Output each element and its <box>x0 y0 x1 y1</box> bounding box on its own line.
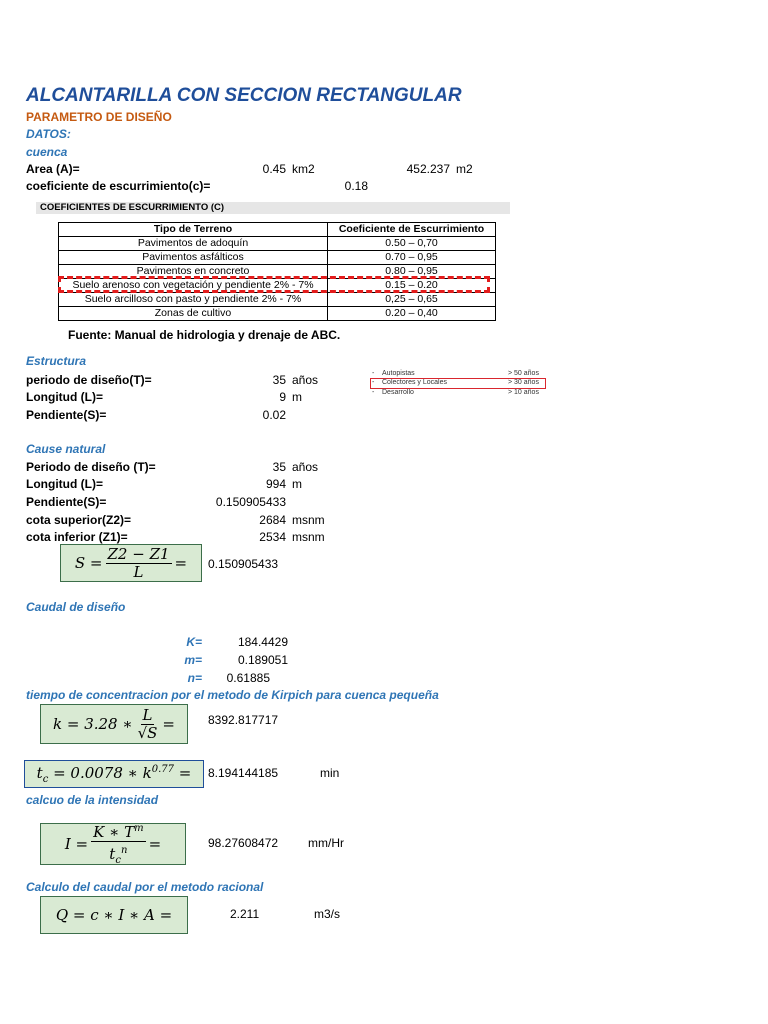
coef-table <box>58 222 496 321</box>
selected-row-highlight <box>58 276 490 293</box>
n-label: n= <box>187 671 202 685</box>
estructura-longitud-label: Longitud (L)= <box>26 390 103 404</box>
cota-inferior-unit: msnm <box>292 530 325 544</box>
estructura-periodo-value: 35 <box>272 373 286 387</box>
cota-superior-unit: msnm <box>292 513 325 527</box>
coef-header-terreno: Tipo de Terreno <box>59 223 328 237</box>
table-row <box>59 251 496 265</box>
table-row <box>59 293 496 307</box>
cota-superior-label: cota superior(Z2)= <box>26 513 132 527</box>
cuenca-heading: cuenca <box>26 145 68 159</box>
estructura-periodo-label: periodo de diseño(T)= <box>26 373 152 387</box>
param-heading: PARAMETRO DE DISEÑO <box>26 110 172 124</box>
terreno-cell: Suelo arenoso con vegetación y pendiente 2% - 7% <box>59 279 328 293</box>
legend-name: Colectores y Locales <box>382 379 447 386</box>
estructura-heading: Estructura <box>26 354 87 368</box>
coef-cell: 0.50 – 0,70 <box>328 237 496 251</box>
cauce-periodo-value: 35 <box>272 460 286 474</box>
coef-cell: 0.15 – 0.20 <box>328 279 496 293</box>
coef-cell: 0.80 – 0,95 <box>328 265 496 279</box>
coef-title-bar <box>36 202 510 214</box>
legend-value: > 10 años <box>508 389 539 396</box>
n-value: 0.61885 <box>226 671 270 685</box>
intensidad-heading: calcuo de la intensidad <box>26 793 159 807</box>
legend-dash: - <box>372 389 375 396</box>
legend-value: > 50 años <box>508 370 539 377</box>
m-value: 0.189051 <box>237 653 288 667</box>
area-m2-value: 452.237 <box>406 162 450 176</box>
area-m2-unit: m2 <box>456 162 473 176</box>
coef-table-header-row <box>59 223 496 237</box>
source-note: Fuente: Manual de hidrologia y drenaje de ABC. <box>68 328 341 342</box>
tc-formula: $t_c = 0.0078$ ∗ $k^{0.77}$ = <box>24 760 204 788</box>
cota-superior-value: 2684 <box>259 513 286 527</box>
estructura-periodo-unit: años <box>292 373 319 387</box>
slope-formula: S = $\frac{Z2 - Z1}{L}$ = <box>60 544 202 582</box>
datos-heading: DATOS: <box>26 127 71 141</box>
legend-name: Desarrollo <box>382 389 414 396</box>
caudal-heading: Caudal de diseño <box>26 600 126 614</box>
cauce-longitud-label: Longitud (L)= <box>26 477 103 491</box>
cota-inferior-value: 2534 <box>259 530 286 544</box>
cauce-periodo-label: Periodo de diseño (T)= <box>26 460 156 474</box>
legend-dash: - <box>372 370 375 377</box>
racional-heading: Calculo del caudal por el metodo racional <box>26 880 264 894</box>
coef-value: 0.18 <box>344 179 368 193</box>
rational-formula: Q = c ∗ I ∗ A = <box>40 896 188 934</box>
legend-value: > 30 años <box>508 379 539 386</box>
kirpich-k-formula: k = 3.28 ∗ $\frac{L}{√S}$ = <box>40 704 188 744</box>
kirpich-heading: tiempo de concentracion por el metodo de Kirpich para cuenca pequeña <box>26 688 439 702</box>
coef-cell: 0.20 – 0,40 <box>328 307 496 321</box>
cota-inferior-label: cota inferior (Z1)= <box>26 530 128 544</box>
kirpich-k-result: 8392.817717 <box>208 713 279 727</box>
estructura-longitud-value: 9 <box>279 390 286 404</box>
cauce-pendiente-label: Pendiente(S)= <box>26 495 107 509</box>
estructura-pendiente-label: Pendiente(S)= <box>26 408 107 422</box>
cauce-longitud-value: 994 <box>265 477 286 491</box>
cauce-periodo-unit: años <box>292 460 319 474</box>
legend-highlight <box>370 378 546 389</box>
coef-header-coeficiente: Coeficiente de Escurrimiento <box>328 223 496 237</box>
tc-unit: min <box>320 766 340 780</box>
intensity-result: 98.27608472 <box>208 836 279 850</box>
intensity-formula: I = $\frac{K ∗ T^m}{t_c^n}$ = <box>40 823 186 865</box>
cauce-pendiente-value: 0.150905433 <box>215 495 286 509</box>
rational-unit: m3/s <box>314 907 341 921</box>
terreno-cell: Pavimentos de adoquín <box>59 237 328 251</box>
table-row <box>59 307 496 321</box>
table-row <box>59 237 496 251</box>
cauce-heading: Cause natural <box>26 442 106 456</box>
k-value: 184.4429 <box>237 635 288 649</box>
area-unit: km2 <box>292 162 315 176</box>
estructura-longitud-unit: m <box>292 390 302 404</box>
area-value: 0.45 <box>262 162 286 176</box>
intensity-unit: mm/Hr <box>308 836 344 850</box>
coef-table-title: COEFICIENTES DE ESCURRIMIENTO (C) <box>40 202 225 213</box>
legend-name: Autopistas <box>382 370 415 377</box>
area-label: Area (A)= <box>26 162 80 176</box>
slope-result: 0.150905433 <box>208 557 279 571</box>
coef-label: coeficiente de escurrimiento(c)= <box>26 179 211 193</box>
estructura-pendiente-value: 0.02 <box>262 408 286 422</box>
rational-result: 2.211 <box>230 907 260 921</box>
terreno-cell: Suelo arcilloso con pasto y pendiente 2% - 7% <box>59 293 328 307</box>
terreno-cell: Pavimentos asfálticos <box>59 251 328 265</box>
cauce-longitud-unit: m <box>292 477 302 491</box>
coef-cell: 0,25 – 0,65 <box>328 293 496 307</box>
legend-dash: - <box>372 379 375 386</box>
terreno-cell: Zonas de cultivo <box>59 307 328 321</box>
coef-cell: 0.70 – 0,95 <box>328 251 496 265</box>
terreno-cell: Pavimentos en concreto <box>59 265 328 279</box>
tc-result: 8.194144185 <box>208 766 279 780</box>
k-label: K= <box>186 635 202 649</box>
m-label: m= <box>184 653 202 667</box>
page-title: ALCANTARILLA CON SECCION RECTANGULAR <box>26 85 462 106</box>
